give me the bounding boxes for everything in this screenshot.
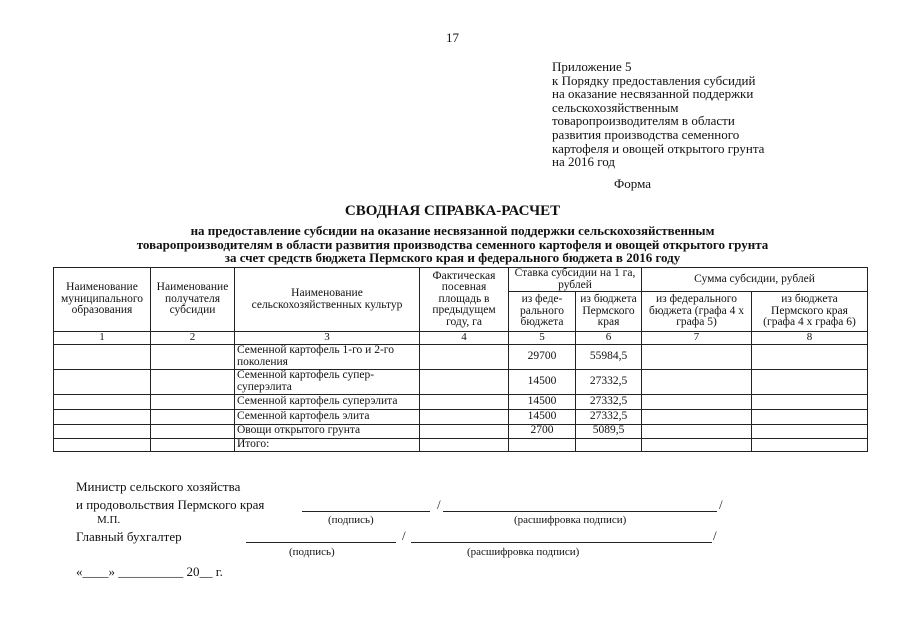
table-total-row [54, 438, 868, 451]
cell-municipality[interactable] [54, 394, 151, 409]
appendix-title: Приложение 5 [552, 59, 632, 74]
cell-federal-rate: 14500 [509, 409, 576, 424]
appendix-line: на 2016 год [552, 154, 615, 170]
signature-caption: (подпись) [289, 546, 335, 558]
cell-crop: Семенной картофель элита [235, 409, 420, 424]
cell-regional-sum[interactable] [752, 438, 868, 451]
table-row [54, 344, 868, 369]
subtitle-line: за счет средств бюджета Пермского края и федерального бюджета в 2016 году [224, 250, 681, 265]
cell-area[interactable] [420, 344, 509, 369]
cell-municipality[interactable] [54, 344, 151, 369]
cell-crop: Семенной картофель 1-го и 2-го поколения [235, 344, 420, 369]
table-row [54, 409, 868, 424]
minister-decryption-field[interactable] [443, 511, 717, 512]
document-title: СВОДНАЯ СПРАВКА-РАСЧЕТ [344, 203, 561, 219]
cell-regional-sum[interactable] [752, 409, 868, 424]
calculation-table [53, 267, 868, 452]
cell-area[interactable] [420, 369, 509, 394]
header-crops: Наименование сельскохозяйственных культур [235, 268, 420, 332]
accountant-signature-field[interactable] [246, 542, 396, 543]
cell-regional-rate: 27332,5 [576, 394, 642, 409]
appendix-line: картофеля и овощей открытого грунта [552, 140, 765, 156]
cell-federal-sum[interactable] [642, 369, 752, 394]
column-number: 5 [509, 332, 576, 345]
cell-municipality[interactable] [54, 369, 151, 394]
slash: / [713, 528, 717, 543]
header-rate-group: Ставка субсидии на 1 га, рублей [509, 268, 642, 292]
column-number: 8 [752, 332, 868, 345]
cell-municipality[interactable] [54, 438, 151, 451]
appendix-line: развития производства семенного [552, 126, 740, 142]
cell-regional-sum[interactable] [752, 424, 868, 438]
cell-area[interactable] [420, 438, 509, 451]
cell-federal-rate: 14500 [509, 394, 576, 409]
header-regional-rate: из бюджета Пермского края [576, 292, 642, 332]
form-label: Форма [614, 176, 651, 191]
subtitle-line: на предоставление субсидии на оказание несвязанной поддержки сельскохозяйственным [190, 223, 715, 238]
page-number: 17 [446, 30, 459, 45]
accountant-title: Главный бухгалтер [76, 529, 182, 544]
signature-caption: (подпись) [328, 514, 374, 526]
slash: / [437, 497, 441, 512]
cell-regional-rate: 27332,5 [576, 369, 642, 394]
cell-federal-sum[interactable] [642, 344, 752, 369]
cell-federal-sum[interactable] [642, 394, 752, 409]
cell-federal-sum[interactable] [642, 424, 752, 438]
cell-recipient[interactable] [151, 344, 235, 369]
cell-municipality[interactable] [54, 424, 151, 438]
cell-regional-rate: 55984,5 [576, 344, 642, 369]
total-label: Итого: [235, 438, 420, 451]
column-number: 4 [420, 332, 509, 345]
header-federal-rate: из феде-рального бюджета [509, 292, 576, 332]
cell-federal-rate: 14500 [509, 369, 576, 394]
appendix-line: к Порядку предоставления субсидий [552, 72, 756, 88]
minister-title-line1: Министр сельского хозяйства [76, 479, 241, 494]
appendix-block [552, 60, 812, 169]
header-area: Фактическая посевная площадь в предыдущем году, га [420, 268, 509, 332]
header-regional-sum: из бюджета Пермского края (графа 4 х графа 6) [752, 292, 868, 332]
cell-regional-sum[interactable] [752, 394, 868, 409]
cell-area[interactable] [420, 424, 509, 438]
header-sum-group: Сумма субсидии, рублей [642, 268, 868, 292]
cell-federal-rate[interactable] [509, 438, 576, 451]
cell-recipient[interactable] [151, 438, 235, 451]
cell-federal-rate: 29700 [509, 344, 576, 369]
table-row [54, 394, 868, 409]
minister-title-line2: и продовольствия Пермского края [76, 497, 265, 512]
decryption-caption: (расшифровка подписи) [467, 546, 580, 558]
cell-federal-sum[interactable] [642, 409, 752, 424]
date-line[interactable]: «____» __________ 20__ г. [76, 564, 223, 579]
column-number: 7 [642, 332, 752, 345]
cell-crop: Семенной картофель супер-суперэлита [235, 369, 420, 394]
slash: / [719, 497, 723, 512]
subtitle-line: товаропроизводителям в области развития производства семенного картофеля и овощей открытого грунта [136, 236, 769, 252]
appendix-line: сельскохозяйственным [552, 99, 679, 115]
cell-crop: Овощи открытого грунта [235, 424, 420, 438]
cell-recipient[interactable] [151, 394, 235, 409]
cell-recipient[interactable] [151, 369, 235, 394]
document-subtitle [60, 224, 845, 265]
cell-regional-rate[interactable] [576, 438, 642, 451]
appendix-line: на оказание несвязанной поддержки [552, 86, 754, 102]
header-municipality: Наименование муниципального образования [54, 268, 151, 332]
cell-area[interactable] [420, 409, 509, 424]
slash: / [402, 528, 406, 543]
decryption-caption: (расшифровка подписи) [514, 514, 627, 526]
table-row [54, 369, 868, 394]
column-number: 3 [235, 332, 420, 345]
cell-federal-rate: 2700 [509, 424, 576, 438]
accountant-decryption-field[interactable] [411, 542, 712, 543]
cell-area[interactable] [420, 394, 509, 409]
cell-regional-sum[interactable] [752, 344, 868, 369]
cell-municipality[interactable] [54, 409, 151, 424]
cell-federal-sum[interactable] [642, 438, 752, 451]
appendix-line: товаропроизводителям в области [552, 113, 735, 129]
header-recipient: Наименование получателя субсидии [151, 268, 235, 332]
cell-regional-sum[interactable] [752, 369, 868, 394]
cell-regional-rate: 5089,5 [576, 424, 642, 438]
column-number: 2 [151, 332, 235, 345]
cell-recipient[interactable] [151, 424, 235, 438]
column-number: 1 [54, 332, 151, 345]
seal-label: М.П. [97, 514, 121, 526]
minister-signature-field[interactable] [302, 511, 430, 512]
column-number: 6 [576, 332, 642, 345]
cell-regional-rate: 27332,5 [576, 409, 642, 424]
table-row [54, 424, 868, 438]
header-federal-sum: из федерального бюджета (графа 4 х графа 5) [642, 292, 752, 332]
cell-recipient[interactable] [151, 409, 235, 424]
cell-crop: Семенной картофель суперэлита [235, 394, 420, 409]
